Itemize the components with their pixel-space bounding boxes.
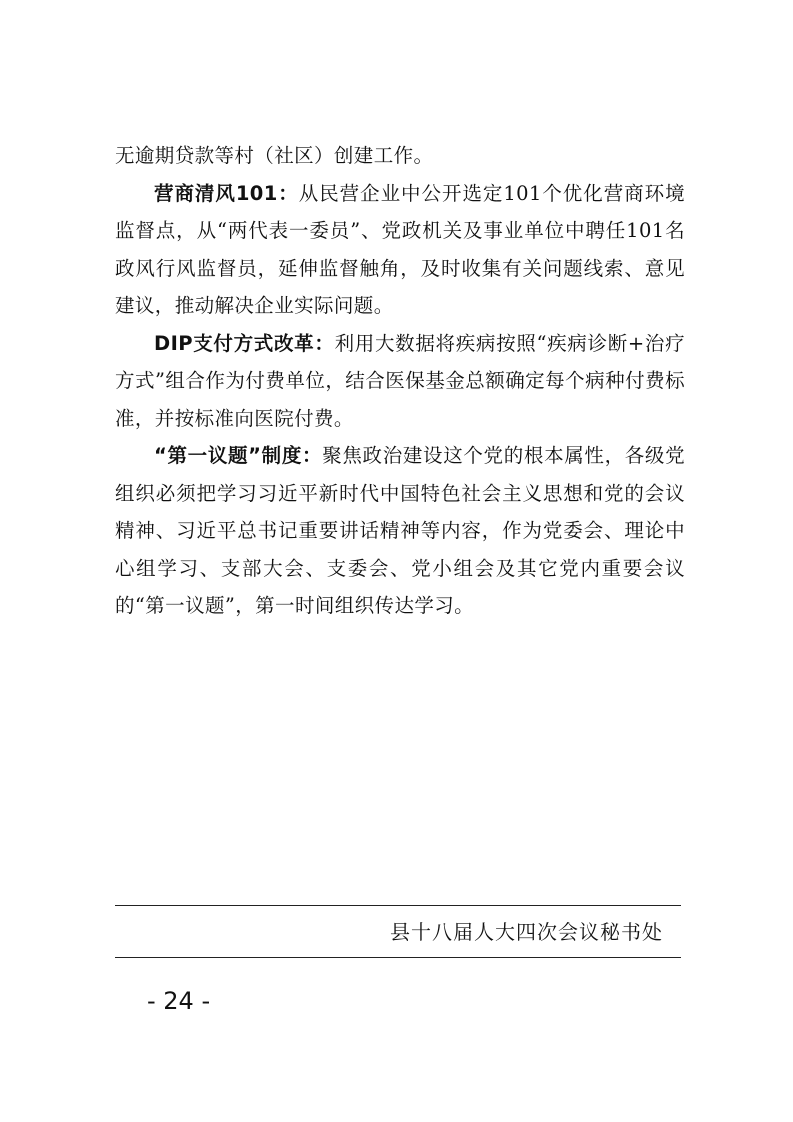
paragraph-continuation: [115, 137, 685, 175]
paragraph-text: 从民营企业中公开选定101个优化营商环境监督点，从“两代表一委员”、党政机关及事业单位中聘任101名政风行风监督员，延伸监督触角，及时收集有关问题线索、意见建议，推动解决企业实际问题。: [115, 181, 685, 317]
paragraph-first-topic: [115, 437, 685, 625]
paragraph-business-environment: [115, 175, 685, 325]
paragraph-term: DIP支付方式改革：: [154, 331, 335, 355]
paragraph-text: 无逾期贷款等村（社区）创建工作。: [115, 144, 434, 167]
footer-organization: 县十八届人大四次会议秘书处: [390, 920, 663, 944]
paragraph-term: 营商清风101：: [154, 181, 299, 205]
document-body: [115, 137, 685, 625]
footer-bottom-rule: [115, 957, 681, 958]
paragraph-term: “第一议题”制度：: [154, 444, 323, 467]
page-number: - 24 -: [147, 987, 211, 1015]
paragraph-dip-payment: [115, 325, 685, 438]
paragraph-text: 利用大数据将疾病按照“疾病诊断+治疗方式”组合作为付费单位，结合医保基金总额确定每个病种付费标准，并按标准向医院付费。: [115, 331, 686, 430]
footer-top-rule: [115, 905, 681, 906]
paragraph-text: 聚焦政治建设这个党的根本属性，各级党组织必须把学习习近平新时代中国特色社会主义思想和党的会议精神、习近平总书记重要讲话精神等内容，作为党委会、理论中心组学习、支部大会、支委会、党小组会及其它党内重要会议的“第一议题”，第一时间组织传达学习。: [115, 444, 686, 617]
